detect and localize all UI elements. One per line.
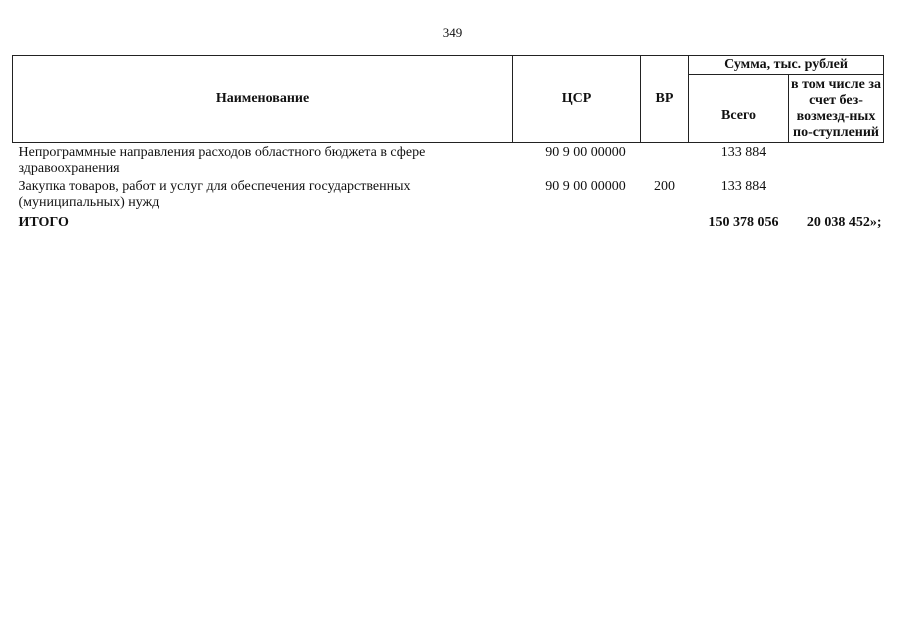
row-csr: 90 9 00 00000 — [545, 179, 626, 194]
row-name: Непрограммные направления расходов областного бюджета в сфере здравоохранения — [18, 145, 426, 176]
total-vr-empty — [641, 211, 689, 231]
row-vr — [641, 143, 689, 178]
header-csr: ЦСР — [513, 56, 641, 143]
total-gratuitous-value: 20 038 452»; — [806, 215, 882, 230]
row-gratuitous — [789, 177, 884, 211]
total-value: 150 378 056 — [708, 215, 779, 230]
total-label: ИТОГО — [18, 215, 69, 230]
total-row — [13, 211, 884, 231]
row-gratuitous — [789, 143, 884, 178]
table-row — [13, 177, 884, 211]
page-number: 349 — [442, 25, 463, 40]
row-vr: 200 — [654, 179, 675, 194]
header-vr: ВР — [641, 56, 689, 143]
row-csr: 90 9 00 00000 — [545, 145, 626, 160]
total-csr-empty — [513, 211, 641, 231]
header-total: Всего — [689, 75, 789, 143]
header-name: Наименование — [13, 56, 513, 143]
header-gratuitous: в том числе за счет без-возмезд-ных по-ступлений — [789, 75, 884, 143]
table-row — [13, 143, 884, 178]
row-total: 133 884 — [720, 145, 767, 160]
header-sum-group: Сумма, тыс. рублей — [689, 56, 884, 75]
row-name: Закупка товаров, работ и услуг для обеспечения государственных (муниципальных) нужд — [18, 179, 411, 210]
row-total: 133 884 — [720, 179, 767, 194]
header-row-1 — [13, 56, 884, 75]
budget-table — [12, 55, 884, 231]
